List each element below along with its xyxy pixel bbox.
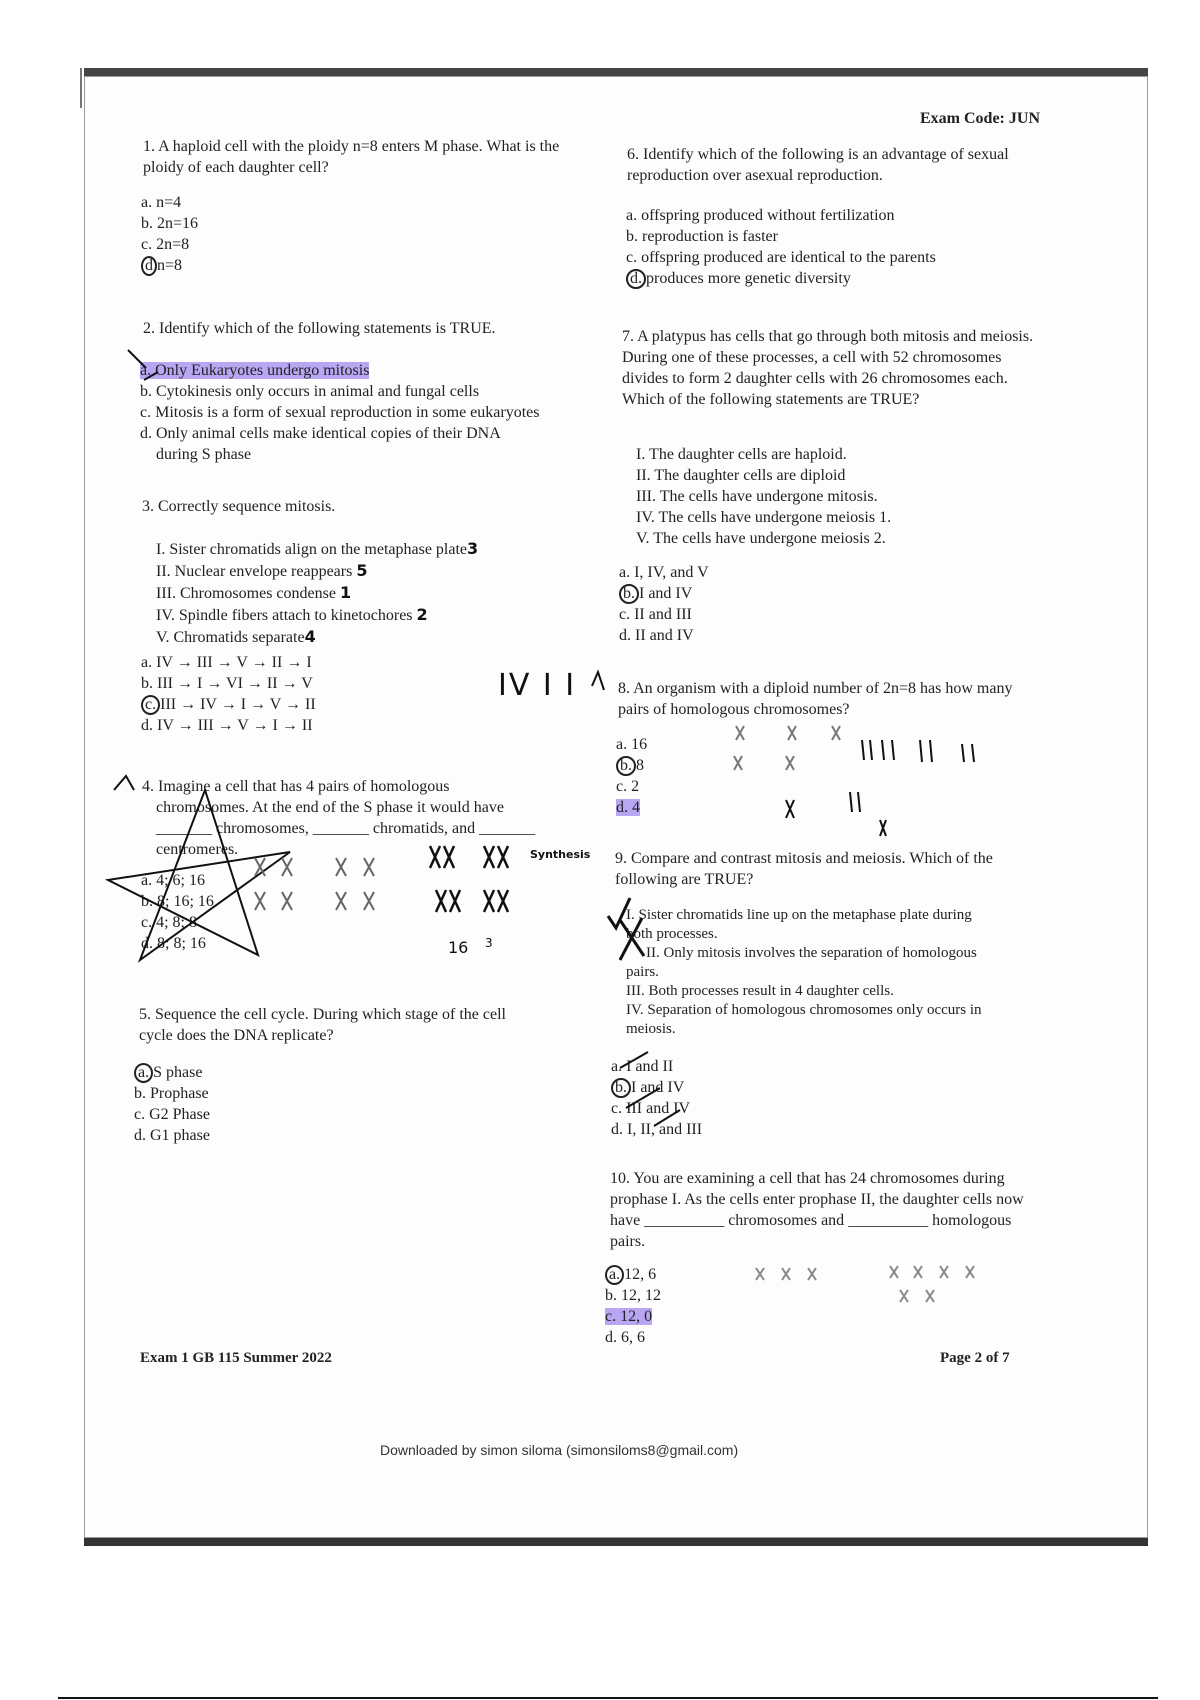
question-1-prompt: 1. A haploid cell with the ploidy n=8 enters M phase. What is the ploidy of each daughter cell?: [143, 138, 560, 176]
question-9-statements: [626, 906, 982, 1039]
exam-code: Exam Code: JUN: [920, 110, 1040, 127]
q6-option-c: c. offspring produced are identical to the parents: [626, 249, 936, 266]
q2-option-b: b. Cytokinesis only occurs in animal and fungal cells: [140, 383, 480, 400]
q8-option-c: c. 2: [616, 778, 640, 795]
q7-statement-3: III. The cells have undergone mitosis.: [636, 488, 878, 505]
q2-option-d-cont: during S phase: [156, 446, 252, 463]
question-8-prompt: 8. An organism with a diploid number of 2n=8 has how many pairs of homologous chromosomes?: [618, 680, 1013, 718]
download-note: Downloaded by simon siloma (simonsiloms8@gmail.com): [380, 1442, 739, 1458]
question-9-options: [611, 1056, 702, 1140]
question-2-options: [140, 360, 539, 465]
q3-option-c: c. III → IV → I → V → II: [141, 694, 316, 715]
q7-statement-1: I. The daughter cells are haploid.: [636, 446, 847, 463]
q9-statement-4: IV. Separation of homologous chromosomes only occurs in: [626, 1002, 982, 1018]
q7-statement-5: V. The cells have undergone meiosis 2.: [636, 530, 886, 547]
q3-option-b: b. III → I → VI → II → V: [141, 675, 313, 692]
q5-option-a: a. S phase: [134, 1062, 210, 1083]
question-7-statements: [636, 444, 891, 549]
bottom-rule: [58, 1697, 1158, 1699]
q8-option-a: a. 16: [616, 736, 648, 753]
q6-option-b: b. reproduction is faster: [626, 228, 778, 245]
question-1-options: [141, 192, 198, 276]
question-6-prompt: 6. Identify which of the following is an advantage of sexual reproduction over asexual reproduction.: [627, 146, 1009, 184]
q3-step-4: IV. Spindle fibers attach to kinetochores 2: [156, 605, 428, 624]
q2-option-a: a. Only Eukaryotes undergo mitosis: [140, 362, 370, 379]
q4-option-b: b. 8; 16; 16: [141, 893, 214, 910]
q7-option-b: b. I and IV: [619, 583, 709, 604]
q7-option-d: d. II and IV: [619, 627, 694, 644]
footer-course: Exam 1 GB 115 Summer 2022: [140, 1350, 332, 1366]
q3-step-1: I. Sister chromatids align on the metaphase plate3: [156, 539, 479, 558]
q10-option-b: b. 12, 12: [605, 1287, 661, 1304]
q3-margin-note: IV I I: [498, 668, 577, 703]
question-7-prompt: 7. A platypus has cells that go through both mitosis and meiosis. During one of these processes, a cell with 52 chromosomes divides to form 2 daughter cells with 26 chromosomes each. Which of the following statements are TRUE?: [622, 328, 1034, 408]
q3-step-5: V. Chromatids separate4: [156, 627, 316, 646]
q3-option-d: d. IV → III → V → I → II: [141, 717, 313, 734]
q8-option-b: b. 8: [616, 755, 647, 776]
question-3-prompt: 3. Correctly sequence mitosis.: [142, 498, 336, 515]
question-3-options: [141, 652, 316, 736]
q3-step-2: II. Nuclear envelope reappears 5: [156, 561, 368, 580]
q10-option-a: a. 12, 6: [605, 1264, 661, 1285]
q9-option-d: d. I, II, and III: [611, 1121, 703, 1138]
q9-option-b: b. I and IV: [611, 1077, 702, 1098]
question-10-prompt: 10. You are examining a cell that has 24 chromosomes during prophase I. As the cells enter prophase II, the daughter cells now have __________ chromosomes and __________ homologous pairs.: [610, 1170, 1024, 1250]
question-6-options: [626, 205, 936, 289]
q8-option-d: d. 4: [616, 799, 640, 816]
q9-option-a: a. I and II: [611, 1058, 674, 1075]
q6-option-d: d. produces more genetic diversity: [626, 268, 936, 289]
q1-option-d: d n=8: [141, 255, 198, 276]
q4-note-16: 16: [448, 938, 469, 957]
question-5-prompt: 5. Sequence the cell cycle. During which stage of the cell cycle does the DNA replicate?: [139, 1006, 506, 1044]
q10-option-c: c. 12, 0: [605, 1308, 653, 1325]
q4-note-3: 3: [485, 936, 493, 950]
q7-statement-2: II. The daughter cells are diploid: [636, 467, 846, 484]
question-7-options: [619, 562, 709, 646]
q9-option-c: c. III and IV: [611, 1100, 691, 1117]
q9-statement-2: II. Only mitosis involves the separation of homologous: [646, 945, 977, 961]
question-9-prompt: 9. Compare and contrast mitosis and meiosis. Which of the following are TRUE?: [615, 850, 993, 888]
q4-option-c: c. 4; 8; 8: [141, 914, 197, 931]
question-3-steps: [156, 538, 478, 648]
question-2-prompt: 2. Identify which of the following statements is TRUE.: [143, 320, 496, 337]
q1-option-c: c. 2n=8: [141, 236, 190, 253]
q1-option-a: a. n=4: [141, 194, 182, 211]
q5-option-d: d. G1 phase: [134, 1127, 210, 1144]
q1-circled-letter: d: [141, 256, 157, 276]
q6-option-a: a. offspring produced without fertilization: [626, 207, 895, 224]
q4-option-a: a. 4; 6; 16: [141, 872, 205, 889]
footer-page-number: Page 2 of 7: [940, 1350, 1010, 1366]
question-10-options: [605, 1264, 661, 1348]
q9-statement-2-cont: pairs.: [626, 964, 659, 980]
q1-option-b: b. 2n=16: [141, 215, 199, 232]
q9-statement-4-cont: meiosis.: [626, 1021, 676, 1037]
question-4-options: [141, 870, 214, 954]
q4-note-synthesis: Synthesis: [530, 848, 591, 861]
q2-option-c: c. Mitosis is a form of sexual reproduction in some eukaryotes: [140, 404, 540, 421]
q10-option-d: d. 6, 6: [605, 1329, 645, 1346]
q9-statement-1: I. Sister chromatids line up on the metaphase plate during: [626, 907, 972, 923]
question-5-options: [134, 1062, 210, 1146]
q5-option-b: b. Prophase: [134, 1085, 209, 1102]
q7-option-c: c. II and III: [619, 606, 692, 623]
q5-option-c: c. G2 Phase: [134, 1106, 210, 1123]
q7-option-a: a. I, IV, and V: [619, 564, 709, 581]
q3-step-3: III. Chromosomes condense 1: [156, 583, 352, 602]
question-8-options: [616, 734, 647, 818]
q2-option-d: d. Only animal cells make identical copies of their DNA: [140, 425, 501, 442]
q3-option-a: a. IV → III → V → II → I: [141, 654, 312, 671]
question-4-prompt: 4. Imagine a cell that has 4 pairs of homologous chromosomes. At the end of the S phase it would have _______ chromosomes, _______ chromatids, and _______ centromeres.: [142, 778, 536, 858]
q9-statement-3: III. Both processes result in 4 daughter cells.: [626, 983, 894, 999]
q4-option-d: d. 8; 8; 16: [141, 935, 206, 952]
q7-statement-4: IV. The cells have undergone meiosis 1.: [636, 509, 892, 526]
q9-statement-1-cont: both processes.: [626, 926, 718, 942]
